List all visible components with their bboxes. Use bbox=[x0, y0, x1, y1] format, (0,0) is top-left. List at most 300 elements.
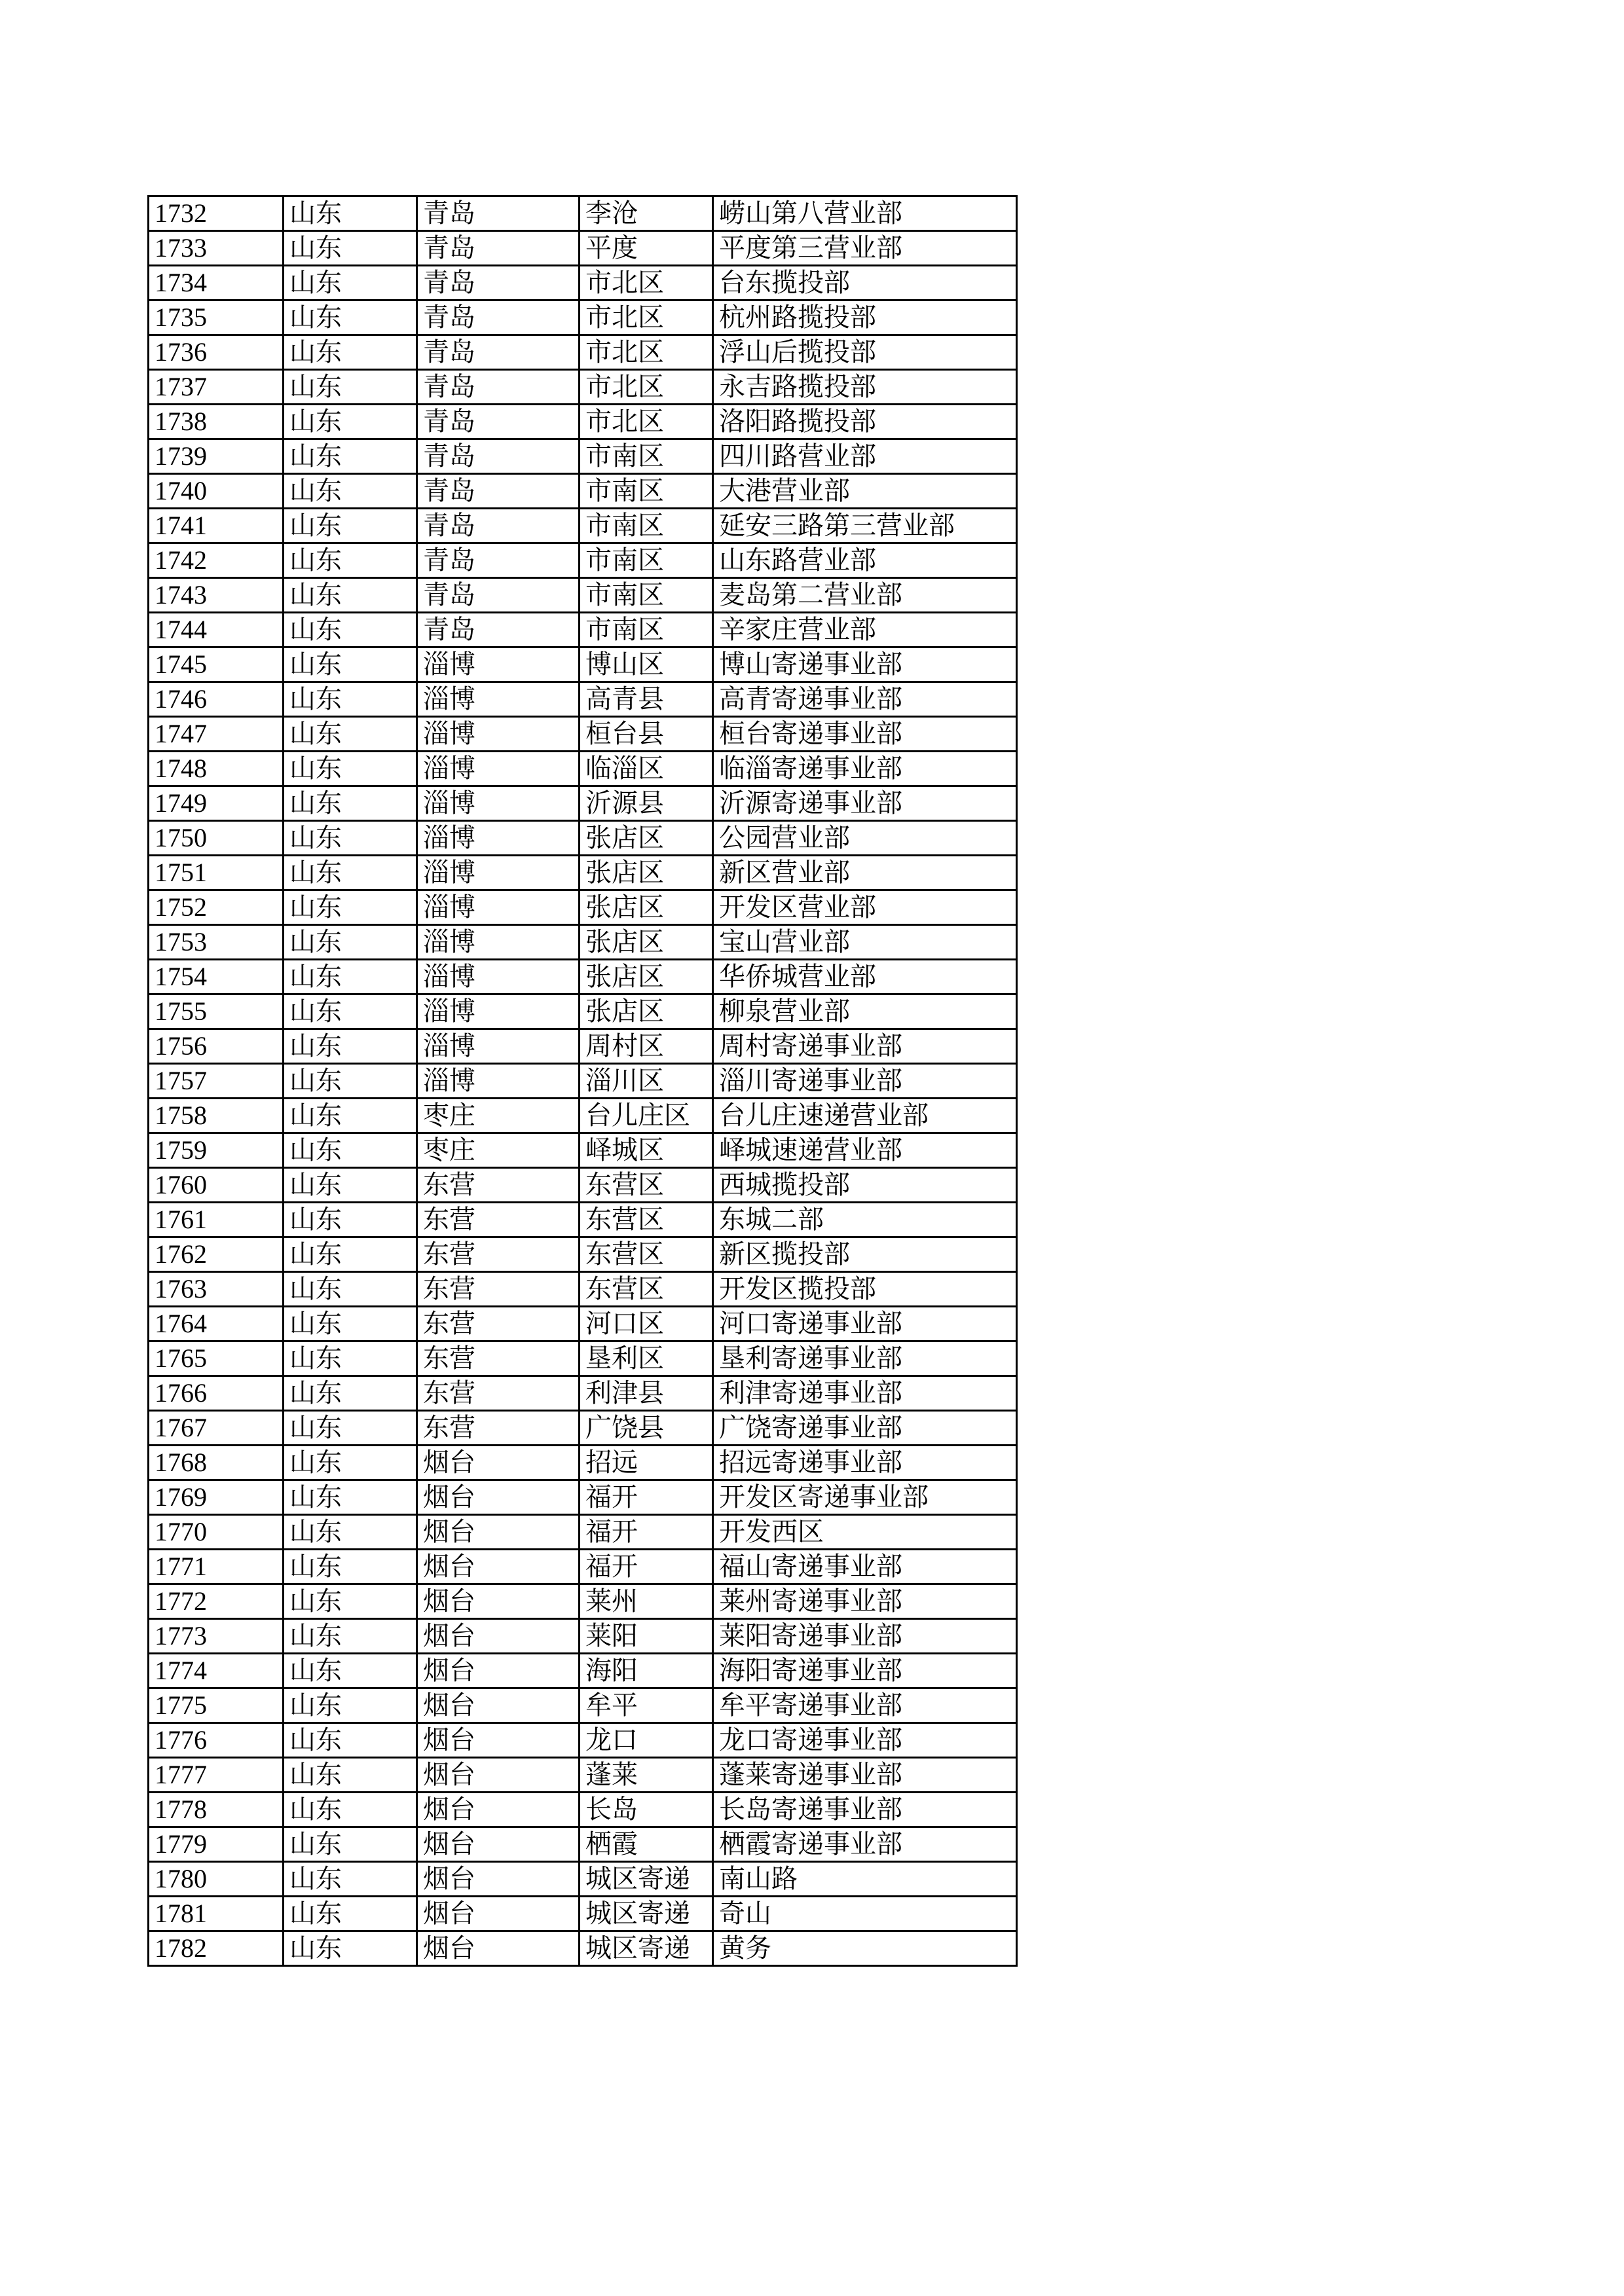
district-cell: 李沧 bbox=[580, 196, 713, 231]
province-cell: 山东 bbox=[284, 613, 417, 647]
row-number-cell: 1774 bbox=[149, 1654, 284, 1688]
district-cell: 利津县 bbox=[580, 1376, 713, 1411]
table-body bbox=[149, 196, 1017, 1966]
city-cell: 东营 bbox=[417, 1411, 580, 1446]
province-cell: 山东 bbox=[284, 543, 417, 578]
city-cell: 淄博 bbox=[417, 717, 580, 752]
table-row bbox=[149, 613, 1017, 647]
row-number-cell: 1741 bbox=[149, 509, 284, 543]
province-cell: 山东 bbox=[284, 335, 417, 370]
row-number-cell: 1761 bbox=[149, 1203, 284, 1237]
province-cell: 山东 bbox=[284, 509, 417, 543]
province-cell: 山东 bbox=[284, 1168, 417, 1203]
table-row bbox=[149, 578, 1017, 613]
district-cell: 高青县 bbox=[580, 682, 713, 717]
district-cell: 市南区 bbox=[580, 474, 713, 509]
province-cell: 山东 bbox=[284, 1827, 417, 1862]
office-cell: 桓台寄递事业部 bbox=[713, 717, 1017, 752]
row-number-cell: 1779 bbox=[149, 1827, 284, 1862]
row-number-cell: 1775 bbox=[149, 1688, 284, 1723]
row-number-cell: 1746 bbox=[149, 682, 284, 717]
province-cell: 山东 bbox=[284, 1203, 417, 1237]
office-cell: 蓬莱寄递事业部 bbox=[713, 1758, 1017, 1793]
row-number-cell: 1766 bbox=[149, 1376, 284, 1411]
office-cell: 高青寄递事业部 bbox=[713, 682, 1017, 717]
table-row bbox=[149, 1654, 1017, 1688]
city-cell: 青岛 bbox=[417, 509, 580, 543]
row-number-cell: 1736 bbox=[149, 335, 284, 370]
city-cell: 淄博 bbox=[417, 752, 580, 786]
row-number-cell: 1757 bbox=[149, 1064, 284, 1099]
province-cell: 山东 bbox=[284, 1688, 417, 1723]
district-cell: 招远 bbox=[580, 1446, 713, 1480]
table-row bbox=[149, 1793, 1017, 1827]
district-cell: 市南区 bbox=[580, 509, 713, 543]
province-cell: 山东 bbox=[284, 786, 417, 821]
office-cell: 公园营业部 bbox=[713, 821, 1017, 856]
table-row bbox=[149, 1758, 1017, 1793]
city-cell: 东营 bbox=[417, 1272, 580, 1307]
office-cell: 淄川寄递事业部 bbox=[713, 1064, 1017, 1099]
row-number-cell: 1755 bbox=[149, 994, 284, 1029]
table-row bbox=[149, 1723, 1017, 1758]
data-table bbox=[147, 195, 1018, 1967]
row-number-cell: 1770 bbox=[149, 1515, 284, 1550]
office-cell: 开发区营业部 bbox=[713, 890, 1017, 925]
table-row bbox=[149, 1897, 1017, 1931]
office-cell: 新区营业部 bbox=[713, 856, 1017, 890]
city-cell: 青岛 bbox=[417, 439, 580, 474]
province-cell: 山东 bbox=[284, 1515, 417, 1550]
city-cell: 烟台 bbox=[417, 1688, 580, 1723]
table-row bbox=[149, 1168, 1017, 1203]
table-row bbox=[149, 266, 1017, 301]
province-cell: 山东 bbox=[284, 1411, 417, 1446]
office-cell: 永吉路揽投部 bbox=[713, 370, 1017, 405]
city-cell: 淄博 bbox=[417, 1064, 580, 1099]
office-cell: 延安三路第三营业部 bbox=[713, 509, 1017, 543]
office-cell: 新区揽投部 bbox=[713, 1237, 1017, 1272]
city-cell: 烟台 bbox=[417, 1793, 580, 1827]
row-number-cell: 1773 bbox=[149, 1619, 284, 1654]
row-number-cell: 1754 bbox=[149, 960, 284, 994]
province-cell: 山东 bbox=[284, 994, 417, 1029]
office-cell: 台东揽投部 bbox=[713, 266, 1017, 301]
province-cell: 山东 bbox=[284, 1862, 417, 1897]
row-number-cell: 1756 bbox=[149, 1029, 284, 1064]
office-cell: 临淄寄递事业部 bbox=[713, 752, 1017, 786]
office-cell: 崂山第八营业部 bbox=[713, 196, 1017, 231]
city-cell: 东营 bbox=[417, 1168, 580, 1203]
province-cell: 山东 bbox=[284, 405, 417, 439]
province-cell: 山东 bbox=[284, 439, 417, 474]
table-row bbox=[149, 960, 1017, 994]
table-row bbox=[149, 1827, 1017, 1862]
province-cell: 山东 bbox=[284, 231, 417, 266]
district-cell: 莱州 bbox=[580, 1584, 713, 1619]
office-cell: 平度第三营业部 bbox=[713, 231, 1017, 266]
row-number-cell: 1743 bbox=[149, 578, 284, 613]
row-number-cell: 1747 bbox=[149, 717, 284, 752]
province-cell: 山东 bbox=[284, 1793, 417, 1827]
province-cell: 山东 bbox=[284, 1654, 417, 1688]
table-row bbox=[149, 994, 1017, 1029]
table-row bbox=[149, 335, 1017, 370]
row-number-cell: 1737 bbox=[149, 370, 284, 405]
row-number-cell: 1735 bbox=[149, 301, 284, 335]
city-cell: 烟台 bbox=[417, 1758, 580, 1793]
row-number-cell: 1738 bbox=[149, 405, 284, 439]
city-cell: 青岛 bbox=[417, 543, 580, 578]
table-row bbox=[149, 1133, 1017, 1168]
city-cell: 淄博 bbox=[417, 647, 580, 682]
province-cell: 山东 bbox=[284, 196, 417, 231]
district-cell: 城区寄递 bbox=[580, 1931, 713, 1966]
table-row bbox=[149, 1307, 1017, 1341]
city-cell: 淄博 bbox=[417, 682, 580, 717]
province-cell: 山东 bbox=[284, 1237, 417, 1272]
district-cell: 博山区 bbox=[580, 647, 713, 682]
province-cell: 山东 bbox=[284, 1099, 417, 1133]
city-cell: 烟台 bbox=[417, 1931, 580, 1966]
district-cell: 福开 bbox=[580, 1550, 713, 1584]
table-row bbox=[149, 1376, 1017, 1411]
row-number-cell: 1751 bbox=[149, 856, 284, 890]
office-cell: 黄务 bbox=[713, 1931, 1017, 1966]
row-number-cell: 1776 bbox=[149, 1723, 284, 1758]
row-number-cell: 1745 bbox=[149, 647, 284, 682]
city-cell: 烟台 bbox=[417, 1654, 580, 1688]
city-cell: 烟台 bbox=[417, 1515, 580, 1550]
city-cell: 东营 bbox=[417, 1307, 580, 1341]
city-cell: 青岛 bbox=[417, 266, 580, 301]
table-row bbox=[149, 856, 1017, 890]
district-cell: 市北区 bbox=[580, 405, 713, 439]
row-number-cell: 1732 bbox=[149, 196, 284, 231]
office-cell: 垦利寄递事业部 bbox=[713, 1341, 1017, 1376]
city-cell: 烟台 bbox=[417, 1446, 580, 1480]
office-cell: 牟平寄递事业部 bbox=[713, 1688, 1017, 1723]
province-cell: 山东 bbox=[284, 1550, 417, 1584]
district-cell: 市北区 bbox=[580, 335, 713, 370]
district-cell: 市南区 bbox=[580, 439, 713, 474]
district-cell: 峄城区 bbox=[580, 1133, 713, 1168]
city-cell: 青岛 bbox=[417, 370, 580, 405]
row-number-cell: 1772 bbox=[149, 1584, 284, 1619]
city-cell: 青岛 bbox=[417, 474, 580, 509]
office-cell: 麦岛第二营业部 bbox=[713, 578, 1017, 613]
district-cell: 海阳 bbox=[580, 1654, 713, 1688]
district-cell: 龙口 bbox=[580, 1723, 713, 1758]
district-cell: 河口区 bbox=[580, 1307, 713, 1341]
district-cell: 垦利区 bbox=[580, 1341, 713, 1376]
province-cell: 山东 bbox=[284, 1064, 417, 1099]
city-cell: 烟台 bbox=[417, 1897, 580, 1931]
province-cell: 山东 bbox=[284, 1897, 417, 1931]
row-number-cell: 1777 bbox=[149, 1758, 284, 1793]
district-cell: 张店区 bbox=[580, 925, 713, 960]
office-cell: 莱州寄递事业部 bbox=[713, 1584, 1017, 1619]
district-cell: 淄川区 bbox=[580, 1064, 713, 1099]
district-cell: 市南区 bbox=[580, 578, 713, 613]
office-cell: 华侨城营业部 bbox=[713, 960, 1017, 994]
province-cell: 山东 bbox=[284, 821, 417, 856]
city-cell: 淄博 bbox=[417, 994, 580, 1029]
row-number-cell: 1778 bbox=[149, 1793, 284, 1827]
province-cell: 山东 bbox=[284, 1029, 417, 1064]
table-row bbox=[149, 1029, 1017, 1064]
district-cell: 东营区 bbox=[580, 1168, 713, 1203]
province-cell: 山东 bbox=[284, 1931, 417, 1966]
province-cell: 山东 bbox=[284, 1341, 417, 1376]
city-cell: 淄博 bbox=[417, 786, 580, 821]
office-cell: 周村寄递事业部 bbox=[713, 1029, 1017, 1064]
district-cell: 福开 bbox=[580, 1480, 713, 1515]
city-cell: 青岛 bbox=[417, 335, 580, 370]
row-number-cell: 1769 bbox=[149, 1480, 284, 1515]
city-cell: 烟台 bbox=[417, 1480, 580, 1515]
district-cell: 东营区 bbox=[580, 1237, 713, 1272]
city-cell: 淄博 bbox=[417, 960, 580, 994]
province-cell: 山东 bbox=[284, 752, 417, 786]
office-cell: 柳泉营业部 bbox=[713, 994, 1017, 1029]
table-row bbox=[149, 1480, 1017, 1515]
office-cell: 峄城速递营业部 bbox=[713, 1133, 1017, 1168]
table-row bbox=[149, 405, 1017, 439]
row-number-cell: 1733 bbox=[149, 231, 284, 266]
table-row bbox=[149, 1064, 1017, 1099]
province-cell: 山东 bbox=[284, 1133, 417, 1168]
province-cell: 山东 bbox=[284, 1619, 417, 1654]
office-cell: 利津寄递事业部 bbox=[713, 1376, 1017, 1411]
row-number-cell: 1781 bbox=[149, 1897, 284, 1931]
city-cell: 东营 bbox=[417, 1237, 580, 1272]
row-number-cell: 1768 bbox=[149, 1446, 284, 1480]
table-row bbox=[149, 231, 1017, 266]
province-cell: 山东 bbox=[284, 1723, 417, 1758]
table-row bbox=[149, 1688, 1017, 1723]
province-cell: 山东 bbox=[284, 1272, 417, 1307]
office-cell: 辛家庄营业部 bbox=[713, 613, 1017, 647]
office-cell: 龙口寄递事业部 bbox=[713, 1723, 1017, 1758]
province-cell: 山东 bbox=[284, 925, 417, 960]
row-number-cell: 1753 bbox=[149, 925, 284, 960]
province-cell: 山东 bbox=[284, 474, 417, 509]
office-cell: 开发区揽投部 bbox=[713, 1272, 1017, 1307]
table-row bbox=[149, 717, 1017, 752]
district-cell: 广饶县 bbox=[580, 1411, 713, 1446]
city-cell: 烟台 bbox=[417, 1550, 580, 1584]
office-cell: 开发区寄递事业部 bbox=[713, 1480, 1017, 1515]
table-row bbox=[149, 1411, 1017, 1446]
row-number-cell: 1752 bbox=[149, 890, 284, 925]
table-row bbox=[149, 1341, 1017, 1376]
district-cell: 市北区 bbox=[580, 370, 713, 405]
office-cell: 海阳寄递事业部 bbox=[713, 1654, 1017, 1688]
province-cell: 山东 bbox=[284, 856, 417, 890]
row-number-cell: 1780 bbox=[149, 1862, 284, 1897]
province-cell: 山东 bbox=[284, 1307, 417, 1341]
office-cell: 广饶寄递事业部 bbox=[713, 1411, 1017, 1446]
province-cell: 山东 bbox=[284, 1758, 417, 1793]
table-row bbox=[149, 786, 1017, 821]
table-row bbox=[149, 1584, 1017, 1619]
row-number-cell: 1734 bbox=[149, 266, 284, 301]
table-row bbox=[149, 1272, 1017, 1307]
city-cell: 青岛 bbox=[417, 613, 580, 647]
row-number-cell: 1748 bbox=[149, 752, 284, 786]
district-cell: 张店区 bbox=[580, 821, 713, 856]
office-cell: 宝山营业部 bbox=[713, 925, 1017, 960]
district-cell: 蓬莱 bbox=[580, 1758, 713, 1793]
office-cell: 开发西区 bbox=[713, 1515, 1017, 1550]
city-cell: 枣庄 bbox=[417, 1133, 580, 1168]
district-cell: 张店区 bbox=[580, 856, 713, 890]
city-cell: 烟台 bbox=[417, 1862, 580, 1897]
office-cell: 山东路营业部 bbox=[713, 543, 1017, 578]
table-row bbox=[149, 1203, 1017, 1237]
city-cell: 烟台 bbox=[417, 1584, 580, 1619]
city-cell: 淄博 bbox=[417, 890, 580, 925]
district-cell: 福开 bbox=[580, 1515, 713, 1550]
table-row bbox=[149, 509, 1017, 543]
office-cell: 东城二部 bbox=[713, 1203, 1017, 1237]
province-cell: 山东 bbox=[284, 1446, 417, 1480]
district-cell: 城区寄递 bbox=[580, 1897, 713, 1931]
table-row bbox=[149, 821, 1017, 856]
city-cell: 青岛 bbox=[417, 301, 580, 335]
district-cell: 东营区 bbox=[580, 1272, 713, 1307]
office-cell: 莱阳寄递事业部 bbox=[713, 1619, 1017, 1654]
table-row bbox=[149, 1862, 1017, 1897]
district-cell: 牟平 bbox=[580, 1688, 713, 1723]
row-number-cell: 1740 bbox=[149, 474, 284, 509]
province-cell: 山东 bbox=[284, 1376, 417, 1411]
office-cell: 沂源寄递事业部 bbox=[713, 786, 1017, 821]
table-row bbox=[149, 1619, 1017, 1654]
office-cell: 福山寄递事业部 bbox=[713, 1550, 1017, 1584]
table-row bbox=[149, 543, 1017, 578]
office-cell: 博山寄递事业部 bbox=[713, 647, 1017, 682]
office-cell: 河口寄递事业部 bbox=[713, 1307, 1017, 1341]
office-cell: 大港营业部 bbox=[713, 474, 1017, 509]
district-cell: 市南区 bbox=[580, 543, 713, 578]
district-cell: 台儿庄区 bbox=[580, 1099, 713, 1133]
office-cell: 杭州路揽投部 bbox=[713, 301, 1017, 335]
city-cell: 青岛 bbox=[417, 405, 580, 439]
table-row bbox=[149, 1099, 1017, 1133]
district-cell: 临淄区 bbox=[580, 752, 713, 786]
district-cell: 张店区 bbox=[580, 960, 713, 994]
table-row bbox=[149, 925, 1017, 960]
table-row bbox=[149, 1515, 1017, 1550]
city-cell: 淄博 bbox=[417, 856, 580, 890]
district-cell: 平度 bbox=[580, 231, 713, 266]
row-number-cell: 1750 bbox=[149, 821, 284, 856]
table-row bbox=[149, 682, 1017, 717]
table-row bbox=[149, 752, 1017, 786]
office-cell: 栖霞寄递事业部 bbox=[713, 1827, 1017, 1862]
table-row bbox=[149, 196, 1017, 231]
row-number-cell: 1759 bbox=[149, 1133, 284, 1168]
city-cell: 淄博 bbox=[417, 1029, 580, 1064]
row-number-cell: 1765 bbox=[149, 1341, 284, 1376]
district-cell: 张店区 bbox=[580, 994, 713, 1029]
table-row bbox=[149, 1550, 1017, 1584]
table-row bbox=[149, 890, 1017, 925]
district-cell: 张店区 bbox=[580, 890, 713, 925]
row-number-cell: 1764 bbox=[149, 1307, 284, 1341]
district-cell: 东营区 bbox=[580, 1203, 713, 1237]
district-cell: 沂源县 bbox=[580, 786, 713, 821]
row-number-cell: 1771 bbox=[149, 1550, 284, 1584]
province-cell: 山东 bbox=[284, 960, 417, 994]
office-cell: 长岛寄递事业部 bbox=[713, 1793, 1017, 1827]
office-cell: 浮山后揽投部 bbox=[713, 335, 1017, 370]
city-cell: 青岛 bbox=[417, 196, 580, 231]
province-cell: 山东 bbox=[284, 717, 417, 752]
office-cell: 奇山 bbox=[713, 1897, 1017, 1931]
province-cell: 山东 bbox=[284, 682, 417, 717]
table-row bbox=[149, 439, 1017, 474]
table-row bbox=[149, 1931, 1017, 1966]
city-cell: 东营 bbox=[417, 1203, 580, 1237]
table-row bbox=[149, 474, 1017, 509]
row-number-cell: 1782 bbox=[149, 1931, 284, 1966]
office-cell: 南山路 bbox=[713, 1862, 1017, 1897]
district-cell: 栖霞 bbox=[580, 1827, 713, 1862]
city-cell: 烟台 bbox=[417, 1827, 580, 1862]
row-number-cell: 1758 bbox=[149, 1099, 284, 1133]
row-number-cell: 1760 bbox=[149, 1168, 284, 1203]
city-cell: 东营 bbox=[417, 1341, 580, 1376]
district-cell: 市北区 bbox=[580, 266, 713, 301]
district-cell: 桓台县 bbox=[580, 717, 713, 752]
table-row bbox=[149, 1446, 1017, 1480]
row-number-cell: 1763 bbox=[149, 1272, 284, 1307]
row-number-cell: 1767 bbox=[149, 1411, 284, 1446]
office-cell: 西城揽投部 bbox=[713, 1168, 1017, 1203]
city-cell: 淄博 bbox=[417, 821, 580, 856]
row-number-cell: 1749 bbox=[149, 786, 284, 821]
district-cell: 周村区 bbox=[580, 1029, 713, 1064]
province-cell: 山东 bbox=[284, 647, 417, 682]
province-cell: 山东 bbox=[284, 890, 417, 925]
row-number-cell: 1742 bbox=[149, 543, 284, 578]
city-cell: 烟台 bbox=[417, 1619, 580, 1654]
table-row bbox=[149, 1237, 1017, 1272]
row-number-cell: 1762 bbox=[149, 1237, 284, 1272]
city-cell: 青岛 bbox=[417, 231, 580, 266]
table-row bbox=[149, 301, 1017, 335]
province-cell: 山东 bbox=[284, 1584, 417, 1619]
office-cell: 台儿庄速递营业部 bbox=[713, 1099, 1017, 1133]
table-row bbox=[149, 647, 1017, 682]
city-cell: 烟台 bbox=[417, 1723, 580, 1758]
city-cell: 东营 bbox=[417, 1376, 580, 1411]
province-cell: 山东 bbox=[284, 1480, 417, 1515]
province-cell: 山东 bbox=[284, 370, 417, 405]
city-cell: 枣庄 bbox=[417, 1099, 580, 1133]
office-cell: 四川路营业部 bbox=[713, 439, 1017, 474]
city-cell: 青岛 bbox=[417, 578, 580, 613]
province-cell: 山东 bbox=[284, 578, 417, 613]
district-cell: 市北区 bbox=[580, 301, 713, 335]
district-cell: 市南区 bbox=[580, 613, 713, 647]
table-row bbox=[149, 370, 1017, 405]
district-cell: 城区寄递 bbox=[580, 1862, 713, 1897]
office-cell: 洛阳路揽投部 bbox=[713, 405, 1017, 439]
